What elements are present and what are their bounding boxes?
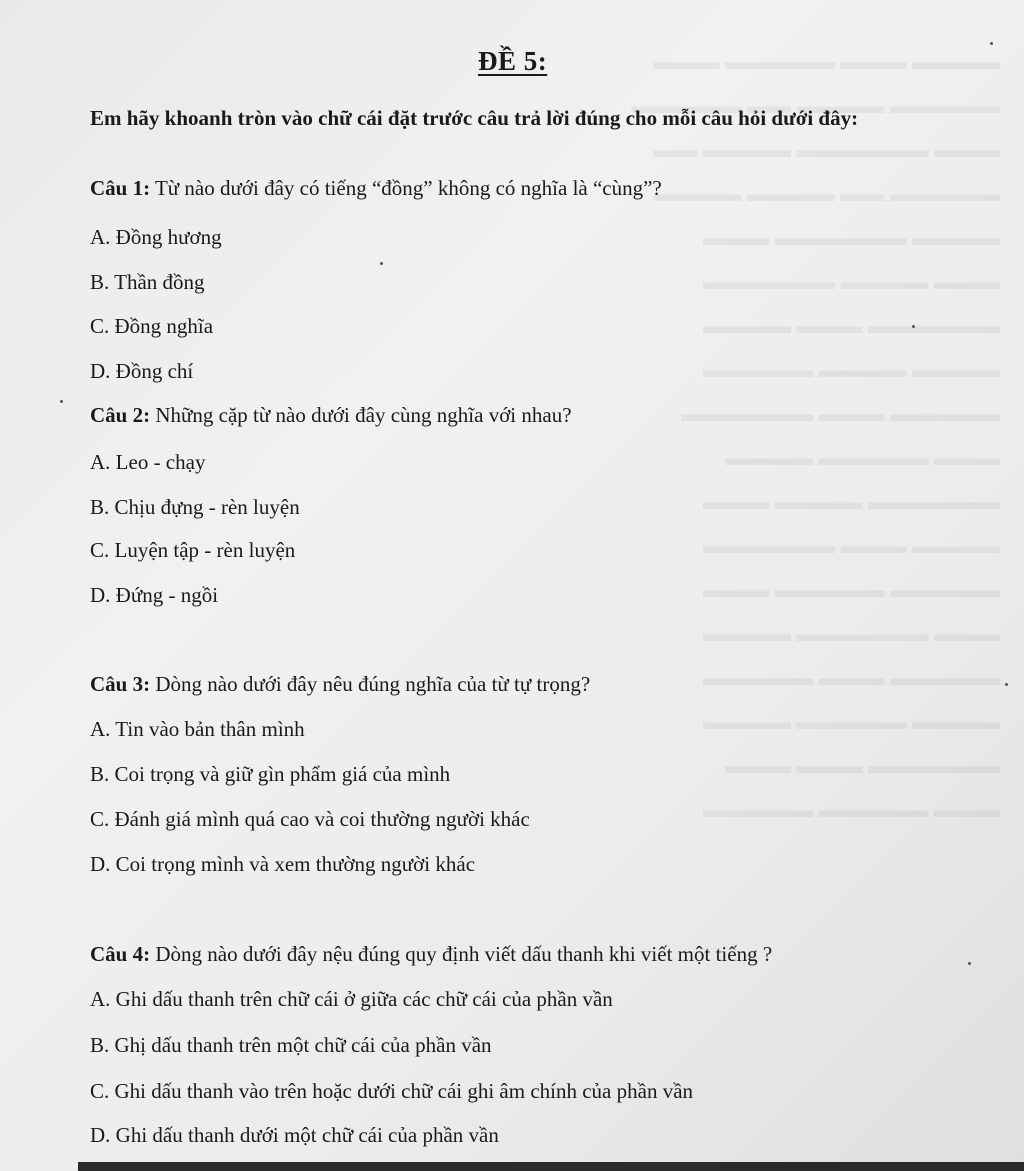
- q1-option-d[interactable]: D. Đồng chí: [90, 359, 194, 383]
- question-text: Dòng nào dưới đây nêu đúng nghĩa của từ tự trọng?: [150, 672, 591, 696]
- show-through-text: ▬▬▬▬ ▬▬▬ ▬▬▬▬▬ ▬▬▬ ▬▬▬▬▬ ▬▬▬▬ ▬▬ ▬▬▬▬▬ ▬▬▬ ▬▬▬▬▬▬ ▬▬▬▬ ▬▬ ▬▬▬▬▬ ▬▬ ▬▬▬▬ ▬▬▬▬ ▬▬▬▬ ▬▬▬▬▬▬ ▬▬▬ ▬▬▬ ▬▬▬▬ ▬▬▬▬▬▬ ▬▬▬▬▬▬ ▬▬▬ ▬▬▬▬ ▬▬▬▬ ▬▬▬▬ ▬▬▬▬▬ ▬▬▬▬▬ ▬▬▬ ▬▬▬▬▬▬ ▬▬▬ ▬▬▬▬▬ ▬▬▬▬ ▬▬▬▬▬▬ ▬▬▬▬ ▬▬▬ ▬▬▬▬ ▬▬▬ ▬▬▬▬▬▬ ▬▬▬▬▬ ▬▬▬▬▬ ▬▬▬ ▬▬▬ ▬▬▬▬▬▬ ▬▬▬▬ ▬▬▬▬▬ ▬▬▬ ▬▬▬▬▬ ▬▬▬▬ ▬▬▬▬▬ ▬▬▬▬ ▬▬▬▬▬▬ ▬▬▬ ▬▬▬ ▬▬▬ ▬▬▬▬▬ ▬▬▬▬▬: [631, 49, 1000, 822]
- question-text: Những cặp từ nào dưới đây cùng nghĩa với nhau?: [150, 403, 572, 427]
- q3-option-a[interactable]: A. Tin vào bản thân mình: [90, 717, 305, 741]
- exam-title: ĐỀ 5:: [478, 46, 548, 76]
- q3-option-d[interactable]: D. Coi trọng mình và xem thường người khác: [90, 852, 476, 876]
- q2-option-a[interactable]: A. Leo - chạy: [90, 450, 206, 474]
- q2-option-c[interactable]: C. Luyện tập - rèn luyện: [90, 538, 296, 562]
- paper-speck: [380, 262, 383, 265]
- q4-option-b[interactable]: B. Ghị dấu thanh trên một chữ cái của phần vần: [90, 1033, 492, 1057]
- question-4: [90, 942, 772, 967]
- q4-option-a[interactable]: A. Ghi dấu thanh trên chữ cái ở giữa các chữ cái của phần vần: [90, 987, 613, 1011]
- question-text: Từ nào dưới đây có tiếng “đồng” không có nghĩa là “cùng”?: [150, 176, 662, 200]
- q1-option-a[interactable]: A. Đồng hương: [90, 225, 222, 249]
- q4-option-c[interactable]: C. Ghi dấu thanh vào trên hoặc dưới chữ cái ghi âm chính của phần vần: [90, 1079, 694, 1103]
- q4-option-d[interactable]: D. Ghi dấu thanh dưới một chữ cái của phần vần: [90, 1123, 499, 1147]
- question-2: [90, 403, 572, 428]
- q3-option-b[interactable]: B. Coi trọng và giữ gìn phẩm giá của mình: [90, 762, 451, 786]
- question-1: [90, 176, 662, 201]
- q1-option-c[interactable]: C. Đồng nghĩa: [90, 314, 214, 338]
- paper-speck: [912, 325, 915, 328]
- paper-speck: [1005, 683, 1008, 686]
- q2-option-b[interactable]: B. Chịu đựng - rèn luyện: [90, 495, 300, 519]
- q2-option-d[interactable]: D. Đứng - ngồi: [90, 583, 219, 607]
- paper-speck: [990, 42, 993, 45]
- instructions: Em hãy khoanh tròn vào chữ cái đặt trước câu trả lời đúng cho mỗi câu hỏi dưới đây:: [90, 106, 859, 130]
- question-number: Câu 1:: [90, 176, 151, 200]
- question-3: [90, 672, 590, 697]
- question-number: Câu 3:: [90, 672, 151, 696]
- q1-option-b[interactable]: B. Thần đồng: [90, 270, 205, 294]
- question-text: Dòng nào dưới đây nệu đúng quy định viết dấu thanh khi viết một tiếng ?: [150, 942, 773, 966]
- page-bottom-edge: [78, 1162, 1024, 1171]
- q3-option-c[interactable]: C. Đánh giá mình quá cao và coi thường người khác: [90, 807, 530, 831]
- question-number: Câu 2:: [90, 403, 151, 427]
- paper-speck: [968, 962, 971, 965]
- question-number: Câu 4:: [90, 942, 151, 966]
- paper-speck: [60, 400, 63, 403]
